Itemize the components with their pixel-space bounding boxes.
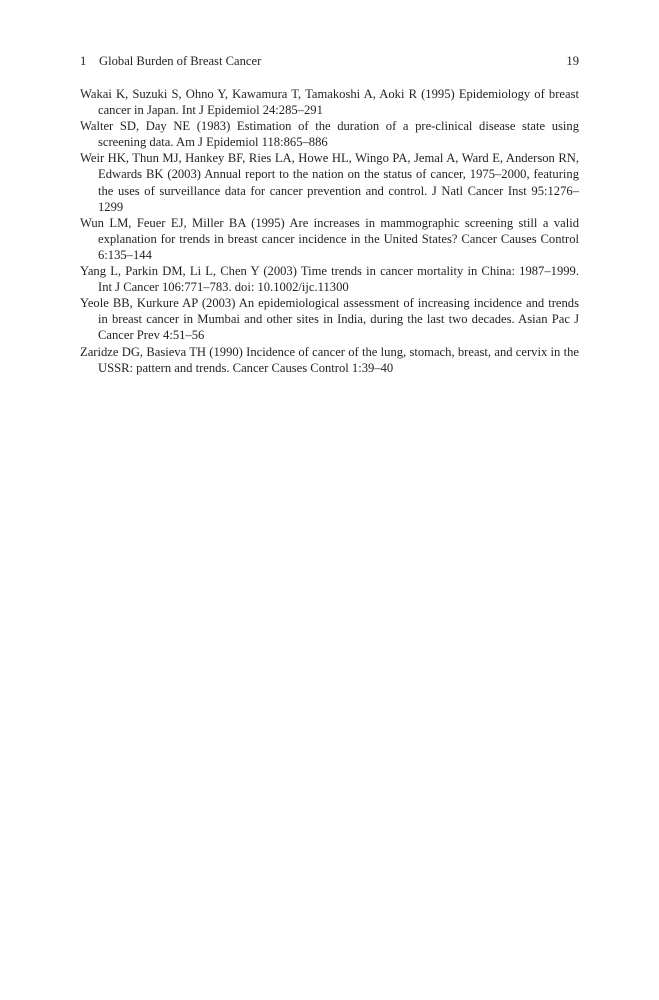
running-head <box>80 52 579 70</box>
reference-list <box>80 86 579 376</box>
page-number: 19 <box>566 54 579 68</box>
reference-entry: Wakai K, Suzuki S, Ohno Y, Kawamura T, Tamakoshi A, Aoki R (1995) Epidemiology of breast cancer in Japan. Int J Epidemiol 24:285–291 <box>80 87 579 118</box>
reference-entry: Walter SD, Day NE (1983) Estimation of the duration of a pre-clinical disease state using screening data. Am J Epidemiol 118:865–886 <box>80 119 579 150</box>
chapter-number: 1 <box>80 54 87 68</box>
reference-entry: Wun LM, Feuer EJ, Miller BA (1995) Are increases in mammographic screening still a valid explanation for trends in breast cancer incidence in the United States? Cancer Causes Control 6:135–144 <box>80 215 579 262</box>
reference-entry: Yeole BB, Kurkure AP (2003) An epidemiological assessment of increasing incidence and trends in breast cancer in Mumbai and other sites in India, during the last two decades. Asian Pac J Cancer Prev 4:51–56 <box>80 296 579 343</box>
reference-entry: Zaridze DG, Basieva TH (1990) Incidence of cancer of the lung, stomach, breast, and cervix in the USSR: pattern and trends. Cancer Causes Control 1:39–40 <box>80 344 579 375</box>
chapter-title: Global Burden of Breast Cancer <box>99 54 262 68</box>
reference-entry: Weir HK, Thun MJ, Hankey BF, Ries LA, Howe HL, Wingo PA, Jemal A, Ward E, Anderson RN, Edwards BK (2003) Annual report to the nation on the status of cancer, 1975–2000, featuring the uses of surveillance data for cancer prevention and control. J Natl Cancer Inst 95:1276–1299 <box>80 151 579 214</box>
reference-entry: Yang L, Parkin DM, Li L, Chen Y (2003) Time trends in cancer mortality in China: 1987–1999. Int J Cancer 106:771–783. doi: 10.1002/ijc.11300 <box>80 264 579 295</box>
